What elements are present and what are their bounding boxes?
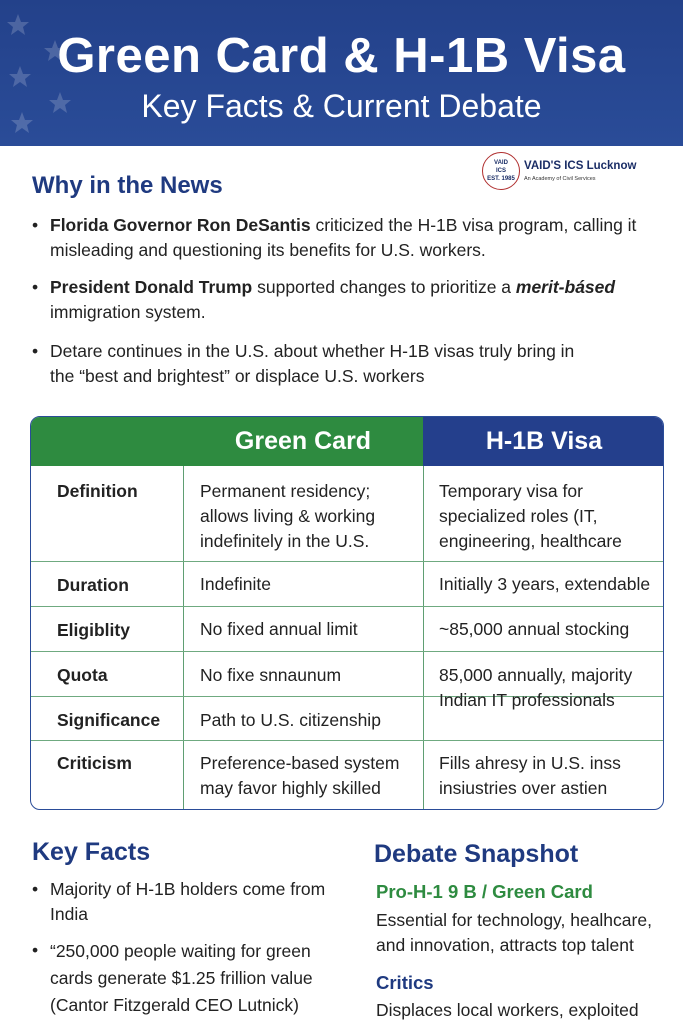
row-divider: [31, 651, 664, 652]
bullet-line: misleading and questioning its benefits for U.S. workers.: [50, 240, 486, 260]
bullet-line: “250,000 people waiting for green: [50, 941, 311, 961]
comparison-table: [30, 416, 664, 810]
row-label-definition: Definition: [57, 481, 138, 501]
cell-line: Temporary visa for: [439, 481, 583, 501]
row-label-criticism: Criticism: [57, 753, 132, 773]
column-divider: [183, 466, 184, 810]
cell-line: Indefinite: [200, 574, 272, 594]
cell-line: allows living & working: [200, 506, 376, 526]
cell-green-quota: [200, 663, 420, 688]
key-facts-title: Key Facts: [32, 838, 151, 866]
pro-line: Essential for technology, healhcare,: [376, 910, 652, 930]
cell-green-definition: [200, 479, 420, 554]
bullet-italic-text: merit-básed: [515, 277, 616, 297]
institute-name: VAID'S ICS Lucknow: [524, 160, 637, 172]
row-divider: [31, 606, 664, 607]
news-section-title: Why in the News: [32, 172, 223, 199]
cell-line: 85,000 annually, majority: [439, 665, 633, 685]
bullet-text: criticized the H-1B visa program, calling it: [310, 215, 637, 235]
news-bullet: [32, 213, 672, 263]
pro-line: and innovation, attracts top talent: [376, 935, 634, 955]
header-h1b-visa: H-1B Visa: [485, 427, 603, 455]
column-divider: [423, 466, 424, 810]
institute-logo: [482, 152, 662, 190]
bullet-bold-text: President Donald Trump: [50, 277, 253, 297]
bullet-line: [50, 275, 670, 300]
pro-text: [376, 908, 681, 958]
bullet-line: cards generate $1.25 frillion value: [50, 968, 313, 988]
bullet-text: supported changes to prioritize a: [252, 277, 516, 297]
bullet-icon: •: [32, 341, 39, 361]
bullet-icon: •: [32, 277, 39, 297]
critics-text: [376, 998, 681, 1023]
cell-line: Fills ahresy in U.S. inss: [439, 753, 621, 773]
cell-line: Path to U.S. citizenship: [200, 710, 381, 730]
cell-green-criticism: [200, 751, 422, 801]
seal-line: EST. 1985: [487, 176, 515, 182]
cell-line: insiustries over astien: [439, 778, 608, 798]
bullet-line: Detare continues in the U.S. about whether H-1B visas truly bring in: [50, 341, 575, 361]
page-subtitle: Key Facts & Current Debate: [141, 88, 542, 124]
bullet-icon: •: [32, 940, 39, 960]
key-fact-bullet: [32, 877, 362, 927]
table-header-blue: [423, 417, 664, 466]
cell-blue-quota: [439, 663, 663, 713]
cell-line: Permanent residency;: [200, 481, 371, 501]
seal-icon: [482, 152, 520, 190]
row-divider: [31, 740, 664, 741]
cell-line: No fixe snnaunum: [200, 665, 342, 685]
cell-line: may favor highly skilled: [200, 778, 381, 798]
bullet-icon: •: [32, 879, 39, 899]
cell-blue-eligibility: [439, 617, 663, 642]
cell-line: ~85,000 annual stocking: [439, 619, 630, 639]
cell-blue-definition: [439, 479, 663, 554]
cell-line: specialized roles (IT,: [439, 506, 598, 526]
row-label-quota: Quota: [57, 665, 108, 685]
bullet-line: (Cantor Fitzgerald CEO Lutnick): [50, 995, 299, 1015]
header-green-card: Green Card: [234, 427, 372, 455]
header-banner: [0, 0, 683, 146]
cell-blue-criticism: [439, 751, 663, 801]
bullet-line: India: [50, 904, 88, 924]
cell-line: Indian IT professionals: [439, 690, 615, 710]
row-label-significance: Significance: [57, 710, 161, 730]
bullet-line: the “best and brightest” or displace U.S. workers: [50, 366, 425, 386]
bullet-line: immigration system.: [50, 302, 206, 322]
news-bullet: [32, 339, 672, 389]
debate-title: Debate Snapshot: [374, 840, 579, 868]
cell-green-duration: [200, 572, 420, 597]
critics-line: Displaces local workers, exploited: [376, 1000, 639, 1020]
bullet-line: [50, 213, 670, 238]
key-fact-bullet: [32, 938, 362, 1016]
seal-line: VAID: [494, 160, 508, 166]
cell-green-eligibility: [200, 617, 420, 642]
institute-tagline: An Academy of Civil Services: [524, 176, 596, 182]
cell-line: Preference-based system: [200, 753, 400, 773]
table-header-green: [31, 417, 423, 466]
cell-blue-duration: [439, 572, 664, 597]
row-label-duration: Duration: [57, 575, 129, 595]
critics-heading: Critics: [376, 972, 434, 993]
bullet-icon: •: [32, 215, 39, 235]
pro-heading: Pro-H-1 9 B / Green Card: [376, 881, 593, 902]
cell-line: No fixed annual limit: [200, 619, 358, 639]
row-label-eligibility: Eligiblity: [57, 620, 130, 640]
bullet-line: Majority of H-1B holders come from: [50, 879, 326, 899]
bullet-bold-text: Florida Governor Ron DeSantis: [50, 215, 311, 235]
news-bullet: [32, 275, 672, 325]
row-divider: [31, 561, 664, 562]
cell-green-significance: [200, 708, 420, 733]
cell-line: Initially 3 years, extendable: [439, 574, 651, 594]
cell-line: indefinitely in the U.S.: [200, 531, 370, 551]
page-title: Green Card & H-1B Visa: [57, 29, 626, 83]
cell-line: engineering, healthcare: [439, 531, 622, 551]
seal-line: ICS: [495, 168, 506, 174]
